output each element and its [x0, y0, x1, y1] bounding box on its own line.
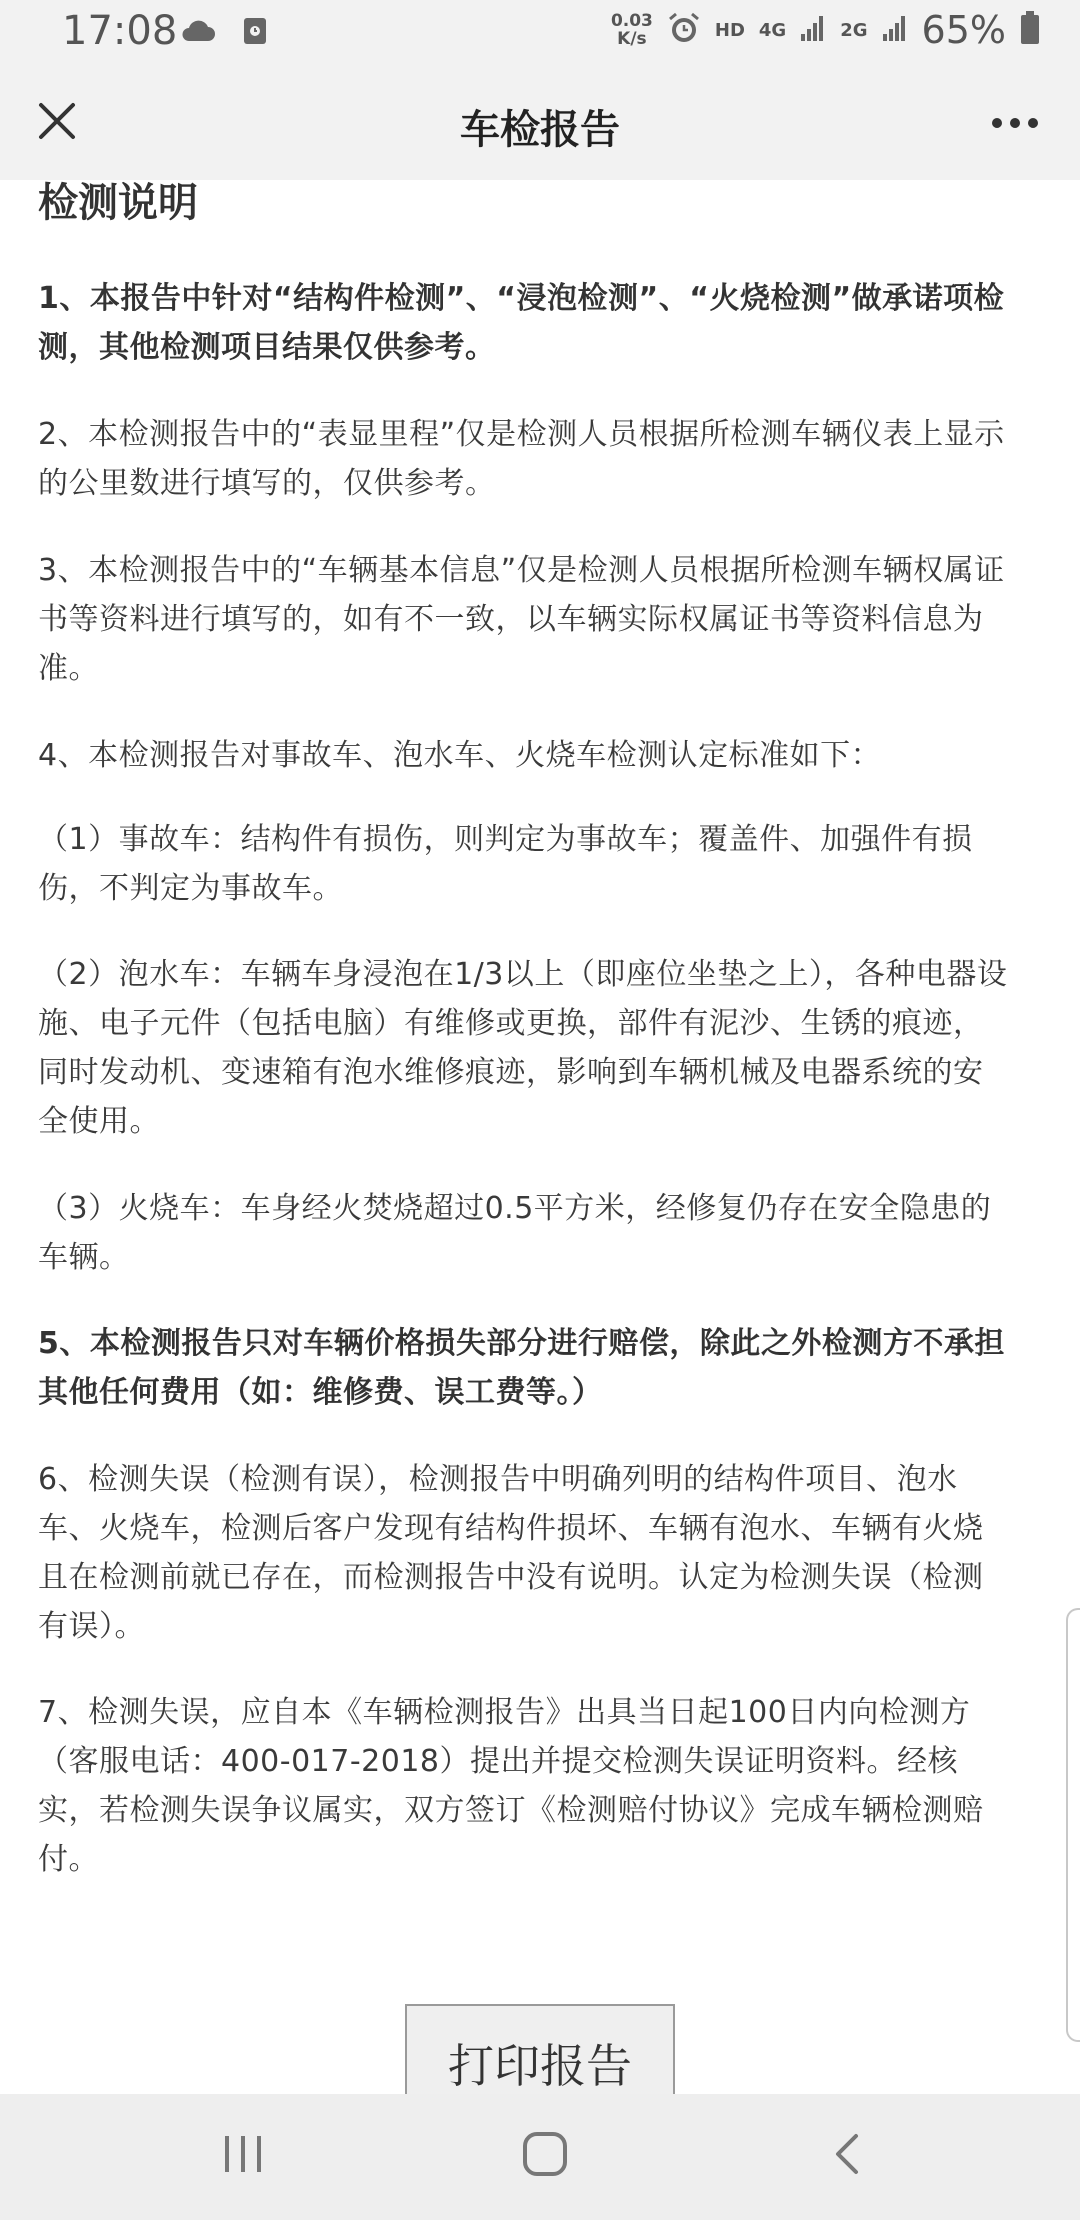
back-icon — [832, 2132, 862, 2180]
home-button[interactable] — [510, 2124, 580, 2188]
clause-4: 4、本检测报告对事故车、泡水车、火烧车检测认定标准如下： — [38, 738, 882, 773]
clause-4-2: （2）泡水车：车辆车身浸泡在1/3以上（即座位坐垫之上），各种电器设施、电子元件（包括电脑）有维修或更换，部件有泥沙、生锈的痕迹，同时发动机、变速箱有泡水维修痕迹，影响到车辆机械及电器系统的安全使用。 — [38, 957, 1008, 1139]
screenshot-icon — [242, 16, 268, 50]
scroll-indicator[interactable] — [1066, 1608, 1080, 2042]
network-4g-label: 4G — [758, 19, 787, 41]
system-nav-bar — [0, 2094, 1080, 2220]
clause-7: 7、检测失误，应自本《车辆检测报告》出具当日起100日内向检测方（客服电话：400-017-2018）提出并提交检测失误证明资料。经核实，若检测失误争议属实，双方签订《检测赔付协议》完成车辆检测赔付。 — [38, 1695, 984, 1877]
status-time: 17:08 — [62, 8, 178, 54]
more-options-button[interactable] — [980, 98, 1050, 148]
clause-1: 1、本报告中针对“结构件检测”、“浸泡检测”、“火烧检测”做承诺项检测，其他检测项目结果仅供参考。 — [38, 281, 1005, 365]
clause-2: 2、本检测报告中的“表显里程”仅是检测人员根据所检测车辆仪表上显示的公里数进行填写的，仅供参考。 — [38, 417, 1005, 501]
clause-4-1: （1）事故车：结构件有损伤，则判定为事故车；覆盖件、加强件有损伤，不判定为事故车。 — [38, 822, 973, 906]
signal-icon-2 — [882, 14, 908, 46]
section-title: 检测说明 — [38, 180, 198, 226]
recent-apps-button[interactable] — [208, 2124, 278, 2188]
title-bar — [0, 66, 1080, 180]
net-speed-value: 0.03 — [610, 11, 653, 31]
status-bar — [0, 0, 1080, 66]
status-system-icons — [611, 8, 1040, 52]
back-button[interactable] — [812, 2124, 882, 2188]
clause-4-3: （3）火烧车：车身经火焚烧超过0.5平方米，经修复仍存在安全隐患的车辆。 — [38, 1191, 992, 1275]
home-icon — [522, 2131, 568, 2181]
clause-3: 3、本检测报告中的“车辆基本信息”仅是检测人员根据所检测车辆权属证书等资料进行填写的，如有不一致，以车辆实际权属证书等资料信息为准。 — [38, 553, 1005, 686]
status-notification-icons — [180, 16, 268, 50]
hd-label: HD — [714, 19, 745, 41]
clause-5: 5、本检测报告只对车辆价格损失部分进行赔偿，除此之外检测方不承担其他任何费用（如：维修费、误工费等。） — [38, 1326, 1005, 1410]
battery-percent: 65% — [921, 8, 1006, 52]
report-content — [38, 178, 1008, 1877]
alarm-icon — [667, 11, 701, 49]
network-2g-label: 2G — [840, 19, 868, 41]
recent-apps-icon — [221, 2134, 265, 2178]
signal-icon-1 — [800, 14, 826, 46]
net-speed-unit: K/s — [617, 29, 647, 49]
print-report-button[interactable]: 打印报告 — [405, 2004, 675, 2114]
battery-icon — [1020, 11, 1040, 49]
cloud-icon — [180, 19, 216, 47]
net-speed — [611, 12, 653, 48]
clause-6: 6、检测失误（检测有误），检测报告中明确列明的结构件项目、泡水车、火烧车，检测后客户发现有结构件损坏、车辆有泡水、车辆有火烧且在检测前就已存在，而检测报告中没有说明。认定为检测失误（检测有误）。 — [38, 1462, 984, 1644]
more-icon — [991, 114, 1039, 133]
page-title: 车检报告 — [460, 107, 620, 153]
